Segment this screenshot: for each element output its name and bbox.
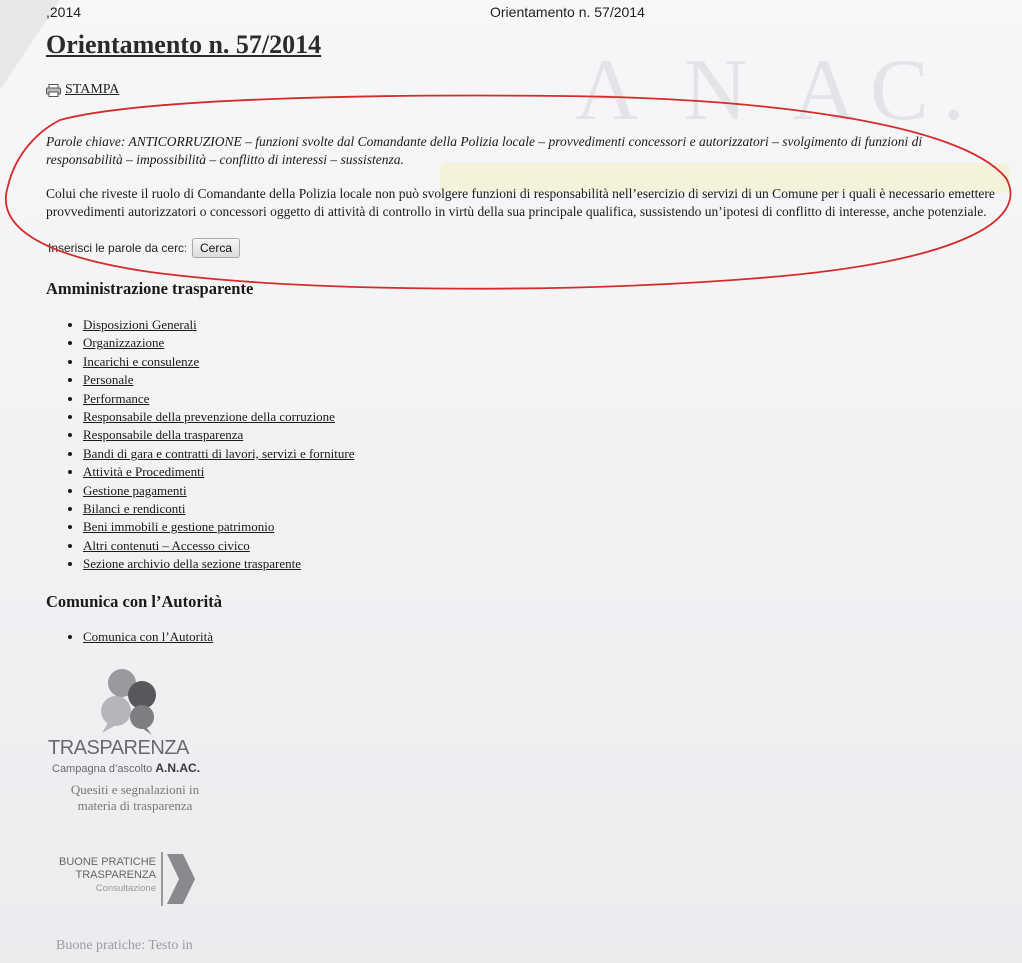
link-attivita-procedimenti[interactable]: Attività e Procedimenti	[83, 464, 205, 480]
list-item	[83, 371, 354, 389]
list-item	[83, 628, 213, 646]
link-prevenzione-corruzione[interactable]: Responsabile della prevenzione della corruzione	[83, 409, 335, 425]
print-link[interactable]: STAMPA	[65, 82, 120, 97]
list-item	[83, 518, 354, 536]
link-bilanci-rendiconti[interactable]: Bilanci e rendiconti	[83, 501, 186, 517]
list-item	[83, 537, 354, 555]
list-item	[83, 500, 354, 518]
print-header	[0, 4, 1022, 22]
trasparenza-wordmark: TRASPARENZA	[48, 737, 189, 759]
link-incarichi-consulenze[interactable]: Incarichi e consulenze	[83, 353, 200, 369]
link-accesso-civico[interactable]: Altri contenuti – Accesso civico	[83, 537, 250, 553]
link-personale[interactable]: Personale	[83, 372, 134, 388]
buone-pratiche-line3: Consultazione	[95, 883, 156, 894]
search-input[interactable]	[48, 239, 186, 257]
bottom-cut-text: Buone pratiche: Testo in	[56, 938, 193, 953]
bleed-through-watermark: A N AC.	[575, 42, 979, 139]
list-item	[83, 334, 354, 352]
page-title: Orientamento n. 57/2014	[46, 30, 322, 59]
list-item	[83, 555, 354, 573]
list-item	[83, 390, 354, 408]
quesiti-link[interactable]: Quesiti e segnalazioni in materia di trasparenza	[70, 782, 200, 813]
amministrazione-list	[64, 316, 354, 574]
list-item	[83, 463, 354, 481]
list-item	[83, 316, 354, 334]
link-gestione-pagamenti[interactable]: Gestione pagamenti	[83, 482, 187, 498]
trasparenza-subtitle	[52, 761, 200, 775]
link-performance[interactable]: Performance	[83, 390, 150, 406]
list-item	[83, 408, 354, 426]
amministrazione-heading: Amministrazione trasparente	[46, 279, 254, 298]
list-item	[83, 353, 354, 371]
list-item	[83, 426, 354, 444]
buone-pratiche-logo[interactable]	[56, 852, 206, 908]
speech-bubbles-icon	[96, 665, 162, 735]
trasparenza-campaign: Campagna d’ascolto	[52, 763, 153, 775]
list-item	[83, 445, 354, 463]
comunica-heading: Comunica con l’Autorità	[46, 592, 222, 611]
comunica-list	[64, 628, 213, 646]
link-bandi-gara[interactable]: Bandi di gara e contratti di lavori, servizi e forniture	[83, 445, 355, 461]
link-sezione-archivio[interactable]: Sezione archivio della sezione trasparente	[83, 556, 302, 572]
print-link-row[interactable]	[46, 82, 119, 98]
link-comunica-autorita[interactable]: Comunica con l’Autorità	[83, 629, 213, 644]
buone-pratiche-line2: TRASPARENZA	[75, 869, 156, 881]
list-item	[83, 482, 354, 500]
print-header-date: ,2014	[46, 4, 82, 20]
link-organizzazione[interactable]: Organizzazione	[83, 335, 165, 351]
search-form	[48, 238, 240, 258]
search-button[interactable]: Cerca	[192, 238, 240, 258]
trasparenza-brand: A.N.AC.	[155, 761, 201, 775]
chevron-mark-icon	[161, 852, 197, 906]
buone-pratiche-text	[56, 856, 156, 895]
printer-icon	[46, 84, 61, 97]
orientamento-text: Colui che riveste il ruolo di Comandante della Polizia locale non può svolgere funzioni di responsabilità nell’esercizio di servizi di un Comune per i quali è necessario emettere provvedimenti autorizzatori o concessori oggetto di attività di controllo in virtù della sua principale qualifica, sussistendo un’ipotesi di conflitto di interesse, anche potenziale.	[46, 186, 995, 219]
link-disposizioni-generali[interactable]: Disposizioni Generali	[83, 317, 197, 332]
buone-pratiche-line1: BUONE PRATICHE	[59, 856, 156, 868]
keywords-paragraph: Parole chiave: ANTICORRUZIONE – funzioni svolte dal Comandante della Polizia locale – provvedimenti concessori e autorizzatori – svolgimento di funzioni di responsabilità – impossibilità – conflitto di interessi – sussistenza.	[46, 134, 923, 167]
link-beni-immobili[interactable]: Beni immobili e gestione patrimonio	[83, 519, 275, 535]
link-responsabile-trasparenza[interactable]: Responsabile della trasparenza	[83, 427, 244, 443]
print-header-title: Orientamento n. 57/2014	[490, 4, 645, 20]
